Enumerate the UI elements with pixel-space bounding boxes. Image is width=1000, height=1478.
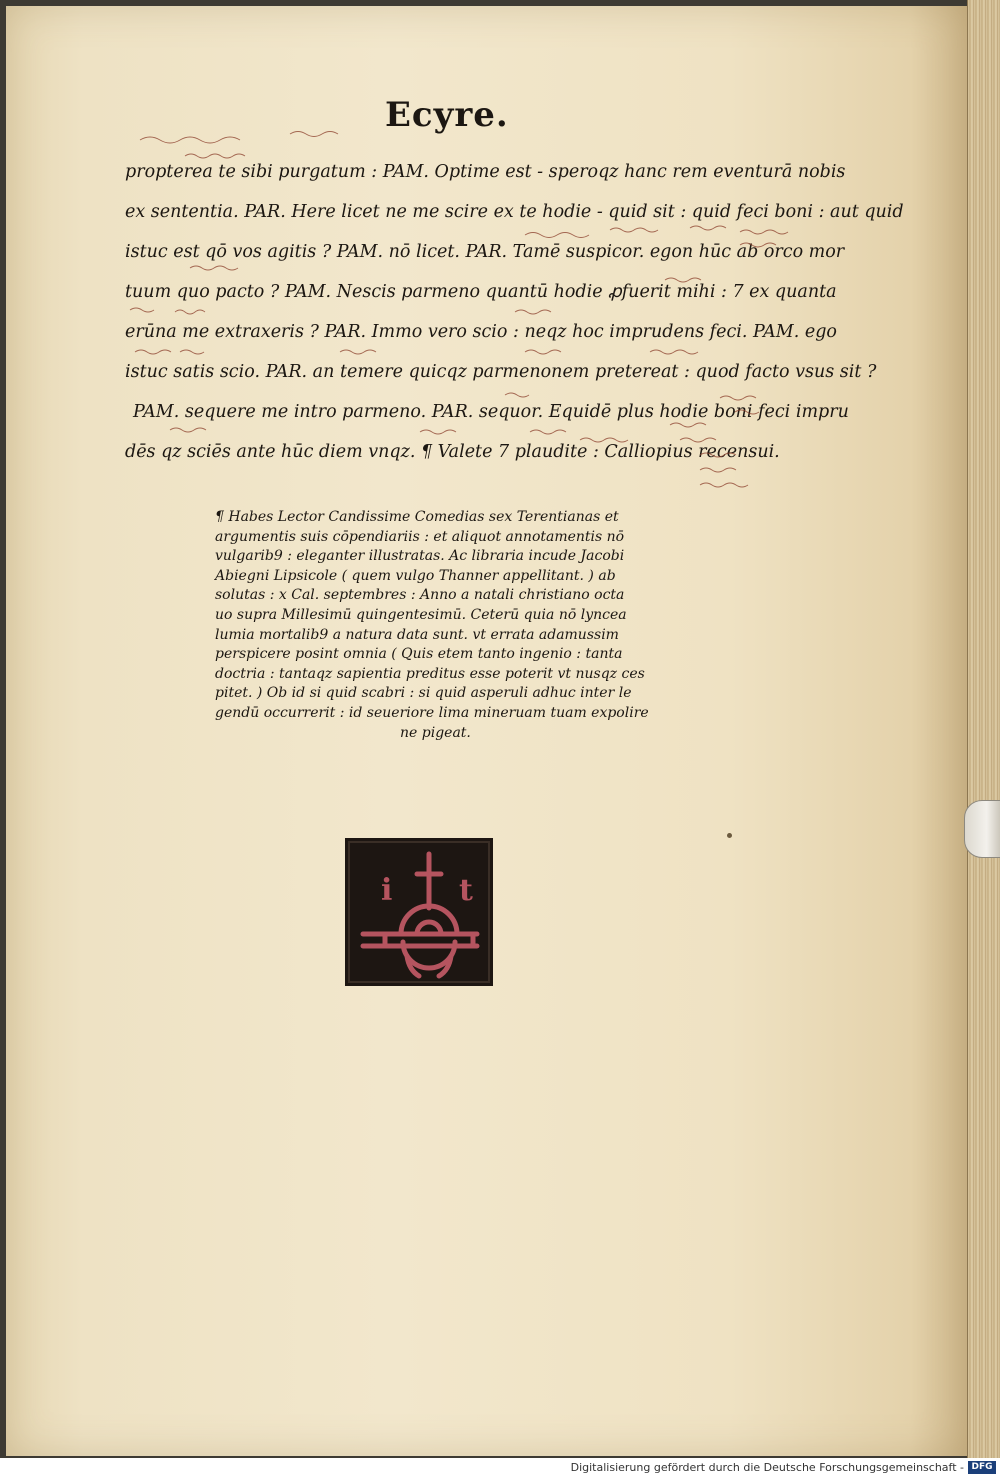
text-line: tuum quo pacto ? PAM. Nescis parmeno quantū hodie ꝓfuerit mihi : 7 ex quanta (125, 282, 837, 302)
colophon-line: lumia mortalib9 a natura data sunt. vt errata adamussim (215, 626, 619, 643)
dfg-logo: DFG (968, 1461, 996, 1474)
printers-mark-icon (345, 838, 493, 986)
mark-letter-right: t (459, 873, 473, 908)
bookmark-tab (964, 800, 1000, 858)
ink-spot (727, 833, 732, 838)
colophon-line: ne pigeat. (400, 724, 471, 741)
mark-letter-left: i (381, 873, 393, 908)
colophon-line: Abiegni Lipsicole ( quem vulgo Thanner appellitant. ) ab (215, 567, 616, 584)
colophon-line: uo supra Millesimū quingentesimū. Ceterū quia nō lyncea (215, 606, 627, 623)
text-line: PAM. sequere me intro parmeno. PAR. sequor. Equidē plus hodie boni feci impru (133, 402, 849, 422)
colophon-line: solutas : x Cal. septembres : Anno a natali christiano octa (215, 587, 625, 604)
printers-mark (345, 838, 493, 986)
colophon-line: perspicere posint omnia ( Quis etem tanto ingenio : tanta (215, 646, 623, 663)
colophon-line: pitet. ) Ob id si quid scabri : si quid asperuli adhuc inter le (215, 685, 632, 702)
colophon-line: vulgarib9 : eleganter illustratas. Ac libraria incude Jacobi (215, 548, 625, 565)
text-line: dēs qz sciēs ante hūc diem vnqz. ¶ Valete 7 plaudite : Calliopius recensui. (125, 442, 780, 462)
footer-credit: Digitalisierung gefördert durch die Deutsche Forschungsgemeinschaft - (570, 1461, 964, 1474)
text-line: propterea te sibi purgatum : PAM. Optime est - speroqz hanc rem eventurā nobis (125, 162, 846, 182)
footer-bar (0, 1458, 1000, 1478)
running-head: Ecyre. (385, 95, 509, 135)
colophon (215, 508, 655, 743)
text-line: istuc satis scio. PAR. an temere quicqz parmenonem pretereat : quod facto vsus sit ? (125, 362, 877, 382)
colophon-line: argumentis suis cōpendiariis : et aliquot annotamentis nō (215, 528, 625, 545)
text-line: ex sententia. PAR. Here licet ne me scire ex te hodie - quid sit : quid feci boni : aut quid (125, 202, 904, 222)
colophon-line: gendū occurrerit : id seueriore lima mineruam tuam expolire (215, 704, 649, 721)
text-line: istuc est qō vos agitis ? PAM. nō licet. PAR. Tamē suspicor. egon hūc ab orco mor (125, 242, 845, 262)
colophon-line: doctria : tantaqz sapientia preditus esse poterit vt nusqz ces (215, 665, 645, 682)
gloss-strokes (0, 0, 1000, 520)
colophon-line: ¶ Habes Lector Candissime Comedias sex Terentianas et (215, 509, 619, 525)
text-line: erūna me extraxeris ? PAR. Immo vero scio : neqz hoc imprudens feci. PAM. ego (125, 322, 837, 342)
